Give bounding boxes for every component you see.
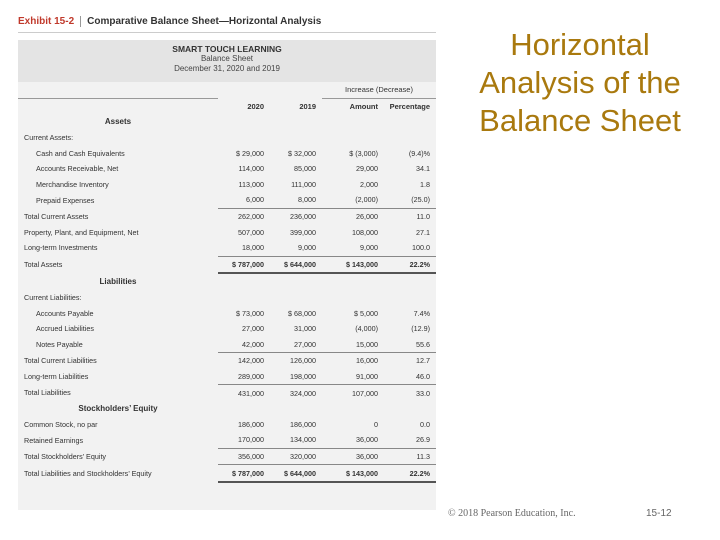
cell-2019: 320,000	[270, 448, 322, 465]
cell-amount: 36,000	[322, 448, 384, 465]
cell-amount: 26,000	[322, 208, 384, 224]
cell-2020: 356,000	[218, 448, 270, 465]
cell-2019: 399,000	[290, 227, 316, 237]
cell-amount: 91,000	[356, 371, 378, 381]
row-label: Total Current Liabilities	[24, 356, 97, 366]
col-header-2020: 2020	[247, 101, 264, 111]
row-label: Total Liabilities and Stockholders’ Equity	[24, 468, 152, 478]
row-label: Retained Earnings	[24, 435, 84, 445]
statement-name: Balance Sheet	[200, 54, 254, 63]
row-label: Property, Plant, and Equipment, Net	[24, 227, 139, 237]
cell-amount: 15,000	[356, 339, 378, 349]
cell-percentage: 100.0	[412, 243, 431, 253]
cell-percentage: 22.2%	[384, 465, 436, 482]
cell-2020: 142,000	[218, 353, 270, 369]
col-header-2019: 2019	[299, 101, 316, 111]
cell-percentage: 27.1	[416, 227, 431, 237]
cell-amount: $ 143,000	[322, 256, 384, 273]
table-row	[18, 416, 436, 432]
exhibit-label: Exhibit 15-2	[18, 16, 75, 28]
cell-2020: 18,000	[242, 243, 264, 253]
cell-percentage: 0.0	[420, 419, 431, 429]
sheet-header	[18, 40, 436, 82]
cell-amount: 29,000	[356, 164, 378, 174]
row-label: Current Liabilities:	[24, 293, 82, 303]
cell-2019: 85,000	[294, 164, 316, 174]
table-row	[18, 256, 436, 273]
cell-2020: $ 29,000	[236, 148, 264, 158]
table-row	[18, 240, 436, 256]
cell-percentage: 26.9	[416, 435, 431, 445]
table-row	[18, 321, 436, 337]
cell-2019: 111,000	[291, 179, 316, 189]
section-heading	[18, 401, 436, 417]
cell-2020: 113,000	[238, 179, 264, 189]
page-number: 15-12	[646, 508, 672, 519]
cell-percentage: 34.1	[416, 164, 431, 174]
cell-percentage: 11.3	[384, 448, 436, 465]
cell-2020: $ 787,000	[218, 465, 270, 482]
table-row	[18, 130, 436, 146]
cell-percentage: 33.0	[384, 385, 436, 401]
row-label: Accounts Payable	[36, 308, 94, 318]
column-group-row	[18, 82, 436, 98]
cell-percentage: 1.8	[420, 179, 431, 189]
col-header-percentage: Percentage	[389, 101, 431, 111]
row-label: Total Stockholders’ Equity	[24, 451, 107, 461]
cell-2020: $ 73,000	[236, 308, 264, 318]
cell-percentage: (12.9)	[411, 324, 431, 334]
row-label: Common Stock, no par	[24, 419, 98, 429]
divider	[80, 16, 81, 27]
exhibit-title: Comparative Balance Sheet—Horizontal Analysis	[87, 16, 322, 28]
cell-2019: 186,000	[290, 419, 316, 429]
cell-percentage: 7.4%	[413, 308, 431, 318]
cell-2019: 198,000	[290, 371, 316, 381]
table-row	[18, 432, 436, 448]
row-label: Cash and Cash Equivalents	[36, 148, 125, 158]
cell-2019: 31,000	[294, 324, 316, 334]
cell-percentage: 55.6	[416, 339, 431, 349]
cell-2019: 236,000	[270, 208, 322, 224]
row-label: Total Assets	[24, 260, 63, 270]
row-label: Long-term Investments	[24, 243, 98, 253]
cell-amount: 108,000	[352, 227, 378, 237]
divider	[18, 32, 436, 33]
slide-title: Horizontal Analysis of the Balance Sheet	[479, 27, 681, 138]
row-label: Prepaid Expenses	[36, 195, 95, 205]
column-header-row	[18, 98, 436, 114]
row-label: Merchandise Inventory	[36, 179, 109, 189]
exhibit-header	[18, 16, 436, 36]
cell-2019: $ 644,000	[270, 465, 322, 482]
balance-sheet-panel	[18, 40, 436, 510]
cell-2020: 27,000	[242, 324, 264, 334]
cell-2020: 431,000	[218, 385, 270, 401]
cell-percentage: (25.0)	[411, 195, 431, 205]
table-row	[18, 385, 436, 401]
section-assets: Assets	[104, 117, 132, 127]
row-label: Total Liabilities	[24, 388, 71, 398]
table-row	[18, 177, 436, 193]
company-name: SMART TOUCH LEARNING	[172, 44, 282, 54]
row-label: Accounts Receivable, Net	[36, 164, 119, 174]
table-row	[18, 353, 436, 369]
balance-sheet-table	[18, 82, 436, 483]
copyright-notice: © 2018 Pearson Education, Inc.	[448, 508, 576, 519]
table-row	[18, 465, 436, 482]
cell-percentage: 12.7	[384, 353, 436, 369]
cell-2019: 8,000	[298, 195, 316, 205]
table-row	[18, 305, 436, 321]
row-label: Total Current Assets	[24, 211, 89, 221]
increase-decrease-header: Increase (Decrease)	[322, 82, 436, 98]
section-liabilities: Liabilities	[99, 276, 137, 286]
cell-amount: 16,000	[322, 353, 384, 369]
cell-amount: 2,000	[360, 179, 378, 189]
cell-percentage: 11.0	[384, 208, 436, 224]
row-label: Notes Payable	[36, 340, 83, 350]
row-label: Current Assets:	[24, 133, 74, 143]
cell-amount: 107,000	[322, 385, 384, 401]
table-row	[18, 161, 436, 177]
table-row	[18, 224, 436, 240]
table-row	[18, 145, 436, 161]
cell-2019: 27,000	[294, 339, 316, 349]
cell-2020: 262,000	[218, 208, 270, 224]
table-row	[18, 369, 436, 385]
cell-2020: 170,000	[238, 435, 264, 445]
table-row	[18, 448, 436, 465]
cell-2020: 507,000	[238, 227, 264, 237]
cell-percentage: (9.4)%	[408, 148, 431, 158]
row-label: Long-term Liabilities	[24, 372, 89, 382]
cell-amount: $ (3,000)	[349, 148, 378, 158]
cell-2020: 186,000	[238, 419, 264, 429]
table-row	[18, 337, 436, 353]
table-row	[18, 290, 436, 306]
cell-amount: 9,000	[360, 243, 378, 253]
cell-amount: 0	[374, 419, 378, 429]
statement-dates: December 31, 2020 and 2019	[174, 64, 280, 73]
table-row	[18, 208, 436, 224]
cell-amount: $ 143,000	[322, 465, 384, 482]
section-heading	[18, 273, 436, 290]
cell-percentage: 46.0	[416, 371, 431, 381]
table-row	[18, 192, 436, 208]
cell-2019: $ 68,000	[288, 308, 316, 318]
cell-amount: (2,000)	[355, 195, 378, 205]
cell-2020: 6,000	[246, 195, 264, 205]
cell-2019: 134,000	[290, 435, 316, 445]
cell-2019: 9,000	[298, 243, 316, 253]
cell-2019: $ 32,000	[288, 148, 316, 158]
cell-2020: $ 787,000	[218, 256, 270, 273]
section-equity: Stockholders’ Equity	[78, 404, 158, 414]
cell-amount: $ 5,000	[354, 308, 378, 318]
cell-percentage: 22.2%	[384, 256, 436, 273]
cell-2020: 114,000	[238, 164, 264, 174]
cell-2019: 126,000	[270, 353, 322, 369]
cell-2020: 42,000	[242, 339, 264, 349]
row-label: Accrued Liabilities	[36, 324, 94, 334]
section-heading	[18, 114, 436, 130]
col-header-amount: Amount	[349, 101, 378, 111]
cell-2019: 324,000	[270, 385, 322, 401]
cell-2019: $ 644,000	[270, 256, 322, 273]
cell-2020: 289,000	[238, 371, 264, 381]
cell-amount: (4,000)	[355, 324, 378, 334]
cell-amount: 36,000	[356, 435, 378, 445]
